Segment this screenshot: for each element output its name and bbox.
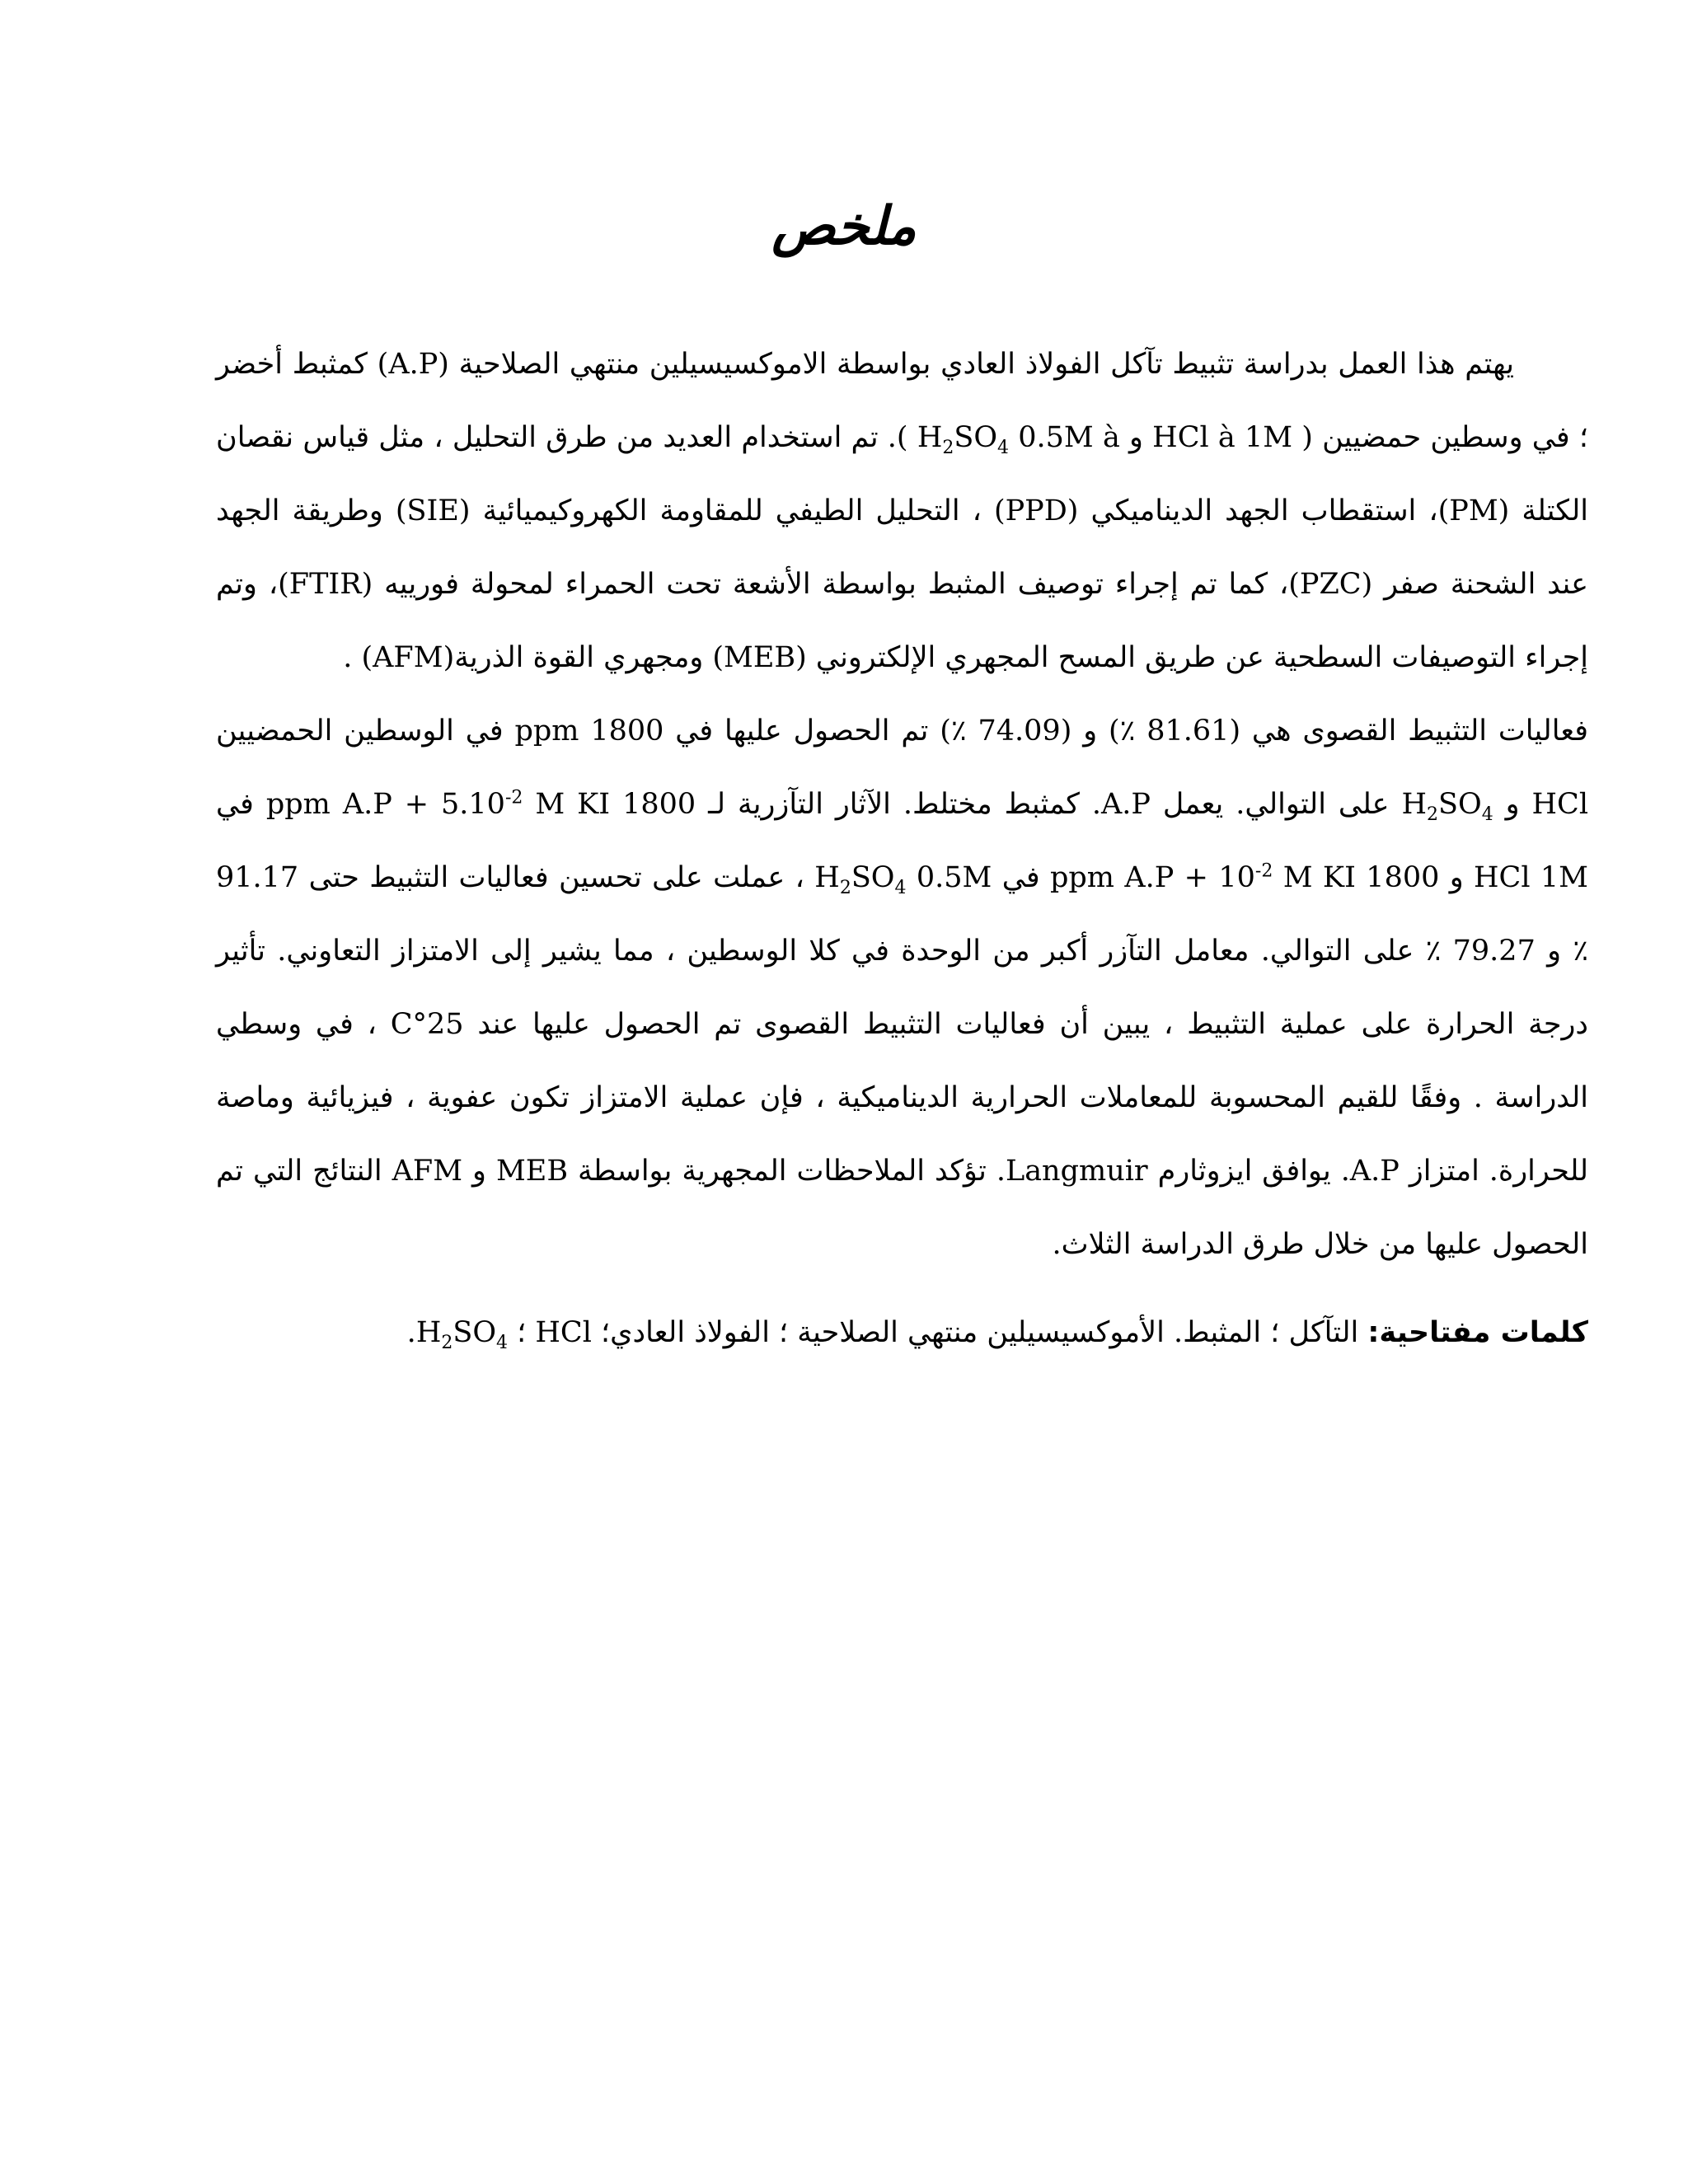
paragraph-2-text-2: على التوالي. يعمل A.P. كمثبط مختلط. الآثار التآزرية لـ 1800 ppm A.P + 5.10 bbox=[265, 788, 1402, 821]
exponent: -2 bbox=[1254, 860, 1273, 882]
h2so4-formula: $H_2SO_4$ bbox=[917, 421, 1010, 458]
h2so4-formula: $H_2SO_4$ bbox=[814, 861, 907, 898]
keywords-end: . bbox=[406, 1316, 416, 1349]
h2so4-formula: $H_2SO_4$ bbox=[415, 1316, 509, 1353]
page-title: ملخص bbox=[771, 196, 917, 257]
paragraph-2-text-1: فعاليات التثبيط القصوى هي (81.61 ٪) و (74.09 ٪) تم الحصول عليها في 1800 ppm في الوسطين الحمضيين HCl و bbox=[216, 715, 1589, 821]
paragraph-1-text-1: يهتم هذا العمل بدراسة تثبيط تآكل الفولاذ العادي بواسطة الاموكسيسيلين منتهي الصلاحية (A.P) كمثبط أخضر ؛ في وسطين حمضيين ( HCl à 1M و 0.5M à bbox=[216, 348, 1588, 454]
abstract-paragraph-1 bbox=[216, 328, 1588, 695]
exponent: -2 bbox=[504, 787, 523, 808]
paragraph-2-text-3: M KI في HCl 1M و 1800 ppm A.P + 10 bbox=[216, 788, 1588, 894]
h2so4-formula: $H_2SO_4$ bbox=[1401, 788, 1493, 825]
paragraph-2-text-4: M KI في 0.5M bbox=[906, 861, 1356, 894]
keywords-text: التآكل ؛ المثبط. الأموكسيسيلين منتهي الصلاحية ؛ الفولاذ العادي؛ HCl ؛ bbox=[508, 1316, 1368, 1349]
keywords-label: كلمات مفتاحية: bbox=[1367, 1316, 1588, 1349]
keywords-line bbox=[216, 1296, 1588, 1370]
paragraph-1-text-2: ). تم استخدام العديد من طرق التحليل ، مثل قياس نقصان الكتلة (PM)، استقطاب الجهد الديناميكي (PPD) ، التحليل الطيفي للمقاومة الكهروكيميائية (SIE) وطريقة الجهد عند الشحنة صفر (PZC)، كما تم إجراء توصيف المثبط بواسطة الأشعة تحت الحمراء لمحولة فورييه (FTIR)، وتم إجراء التوصيفات السطحية عن طريق المسح المجهري الإلكتروني (MEB) ومجهري القوة الذرية(AFM) . bbox=[216, 421, 1589, 674]
paragraph-2-text-5: ، عملت على تحسين فعاليات التثبيط حتى 91.17 ٪ و 79.27 ٪ على التوالي. معامل التآزر أكبر من الوحدة في كلا الوسطين ، مما يشير إلى الامتزاز التعاوني. تأثير درجة الحرارة على عملية التثبيط ، يبين أن فعاليات التثبيط القصوى تم الحصول عليها عند 25°C ، في وسطي الدراسة . وفقًا للقيم المحسوبة للمعاملات الحرارية الديناميكية ، فإن عملية الامتزاز تكون عفوية ، فيزيائية وماصة للحرارة. امتزاز A.P. يوافق ايزوثارم Langmuir. تؤكد الملاحظات المجهرية بواسطة MEB و AFM النتائج التي تم الحصول عليها من خلال طرق الدراسة الثلاث. bbox=[216, 861, 1589, 1261]
abstract-body bbox=[216, 328, 1588, 1370]
abstract-paragraph-2 bbox=[216, 695, 1588, 1282]
